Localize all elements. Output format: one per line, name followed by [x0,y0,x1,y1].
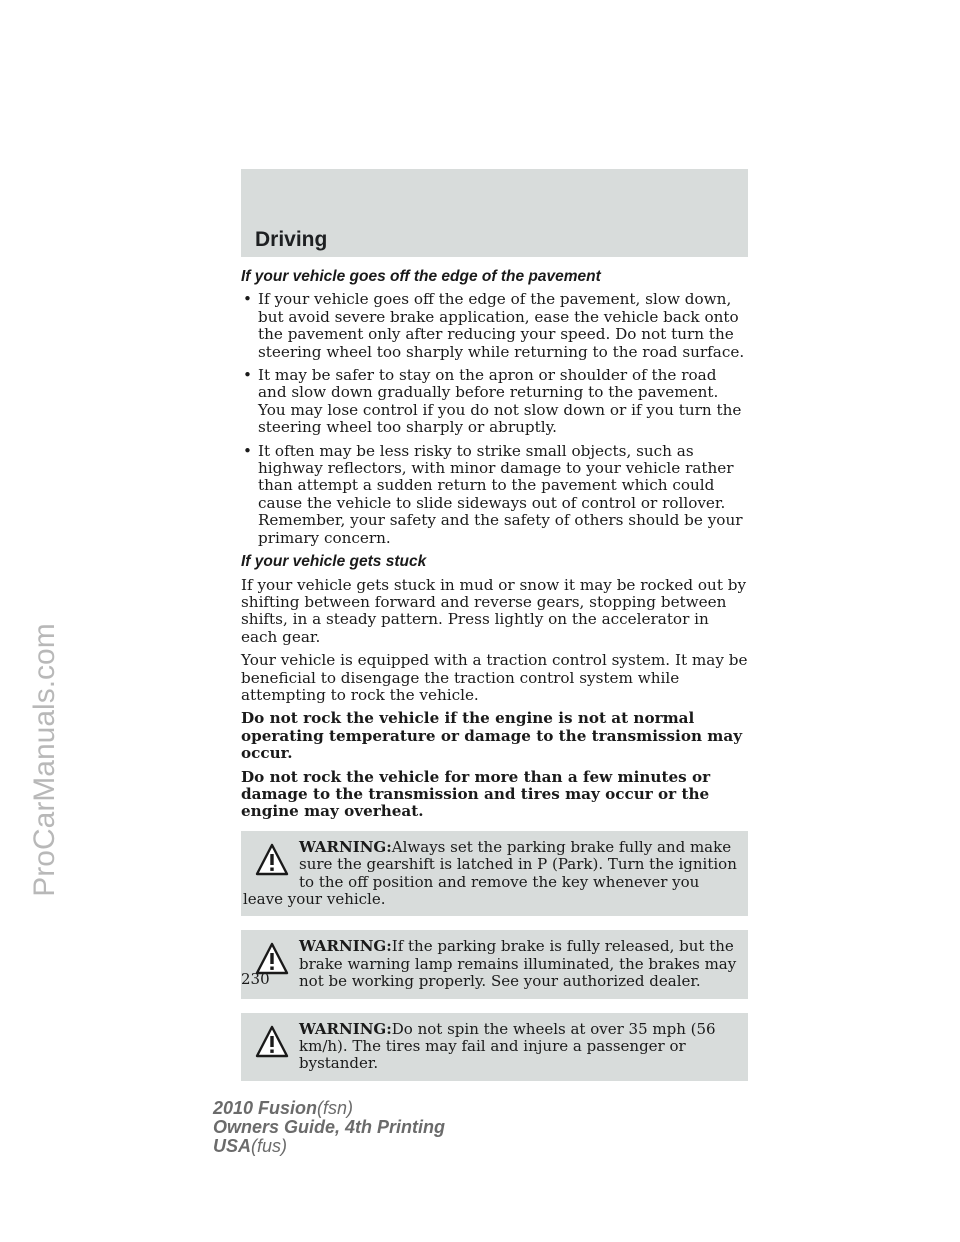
list-item [241,443,748,547]
bullet-marker: • [243,290,252,309]
footer-model: 2010 Fusion [213,1098,318,1118]
bullet-text: If your vehicle goes off the edge of the pavement, slow down, but avoid severe brake application, ease the vehicle back onto the pavement only after reducing your speed. Do not turn the steering wheel too sharply while returning to the road surface. [258,290,745,361]
warning-text: Do not spin the wheels at over 35 mph (56 km/h). The tires may fail and injure a passenger or bystander. [299,1019,716,1073]
warning-triangle-icon [255,1025,289,1059]
warning-box [241,831,748,917]
bullet-text: It often may be less risky to strike small objects, such as highway reflectors, with minor damage to your vehicle rather than attempt a sudden return to the pavement which could cause the vehicle to slide sideways out of control or rollover. Remember, your safety and the safety of others should be your primary concern. [258,441,743,547]
stuck-bold-paragraph: Do not rock the vehicle for more than a few minutes or damage to the transmission and tires may occur or the engine may overheat. [241,767,711,821]
warning-label: WARNING: [299,937,392,956]
footer-guide: Owners Guide, 4th Printing [213,1117,446,1137]
page-number: 230 [241,970,270,988]
warning-box [241,930,748,998]
warning-triangle-icon [255,843,289,877]
watermark [28,500,62,1020]
section-title: Driving [255,228,328,251]
warning-text: Always set the parking brake fully and make sure the gearshift is latched in P (Park). Turn the ignition to the off position and remove the key whenever you leave your vehicle. [243,837,737,908]
footer-region-code: (fus) [251,1136,288,1156]
bullet-text: It may be safer to stay on the apron or shoulder of the road and slow down gradually before returning to the pavement. You may lose control if you do not slow down or if you turn the steering wheel too sharply or abruptly. [258,366,742,437]
footer-region: USA [213,1136,252,1156]
list-item [241,291,748,361]
page-content [241,268,748,1095]
stuck-heading: If your vehicle gets stuck [241,553,427,571]
warning-label: WARNING: [299,1019,392,1038]
offroad-bullet-list [241,291,748,547]
list-item [241,367,748,437]
footer-region-line [213,1137,445,1156]
footer [213,1099,445,1156]
stuck-paragraph: If your vehicle gets stuck in mud or snow it may be rocked out by shifting between forward and reverse gears, stopping between shifts, in a steady pattern. Press lightly on the accelerator in each gear. [241,575,747,646]
warning-box [241,1013,748,1081]
stuck-paragraph: Your vehicle is equipped with a traction control system. It may be beneficial to disengage the traction control system while attempting to rock the vehicle. [241,651,748,704]
offroad-heading: If your vehicle goes off the edge of the pavement [241,268,601,285]
bullet-marker: • [243,441,252,460]
watermark-text: ProCarManuals.com [28,623,61,897]
stuck-bold-paragraph: Do not rock the vehicle if the engine is not at normal operating temperature or damage to the transmission may occur. [241,709,743,763]
warning-label: WARNING: [299,837,392,856]
footer-model-line [213,1099,445,1118]
footer-model-code: (fsn) [317,1098,354,1118]
bullet-marker: • [243,366,252,385]
warning-text: If the parking brake is fully released, but the brake warning lamp remains illuminated, the brakes may not be working properly. See your authorized dealer. [299,937,737,991]
